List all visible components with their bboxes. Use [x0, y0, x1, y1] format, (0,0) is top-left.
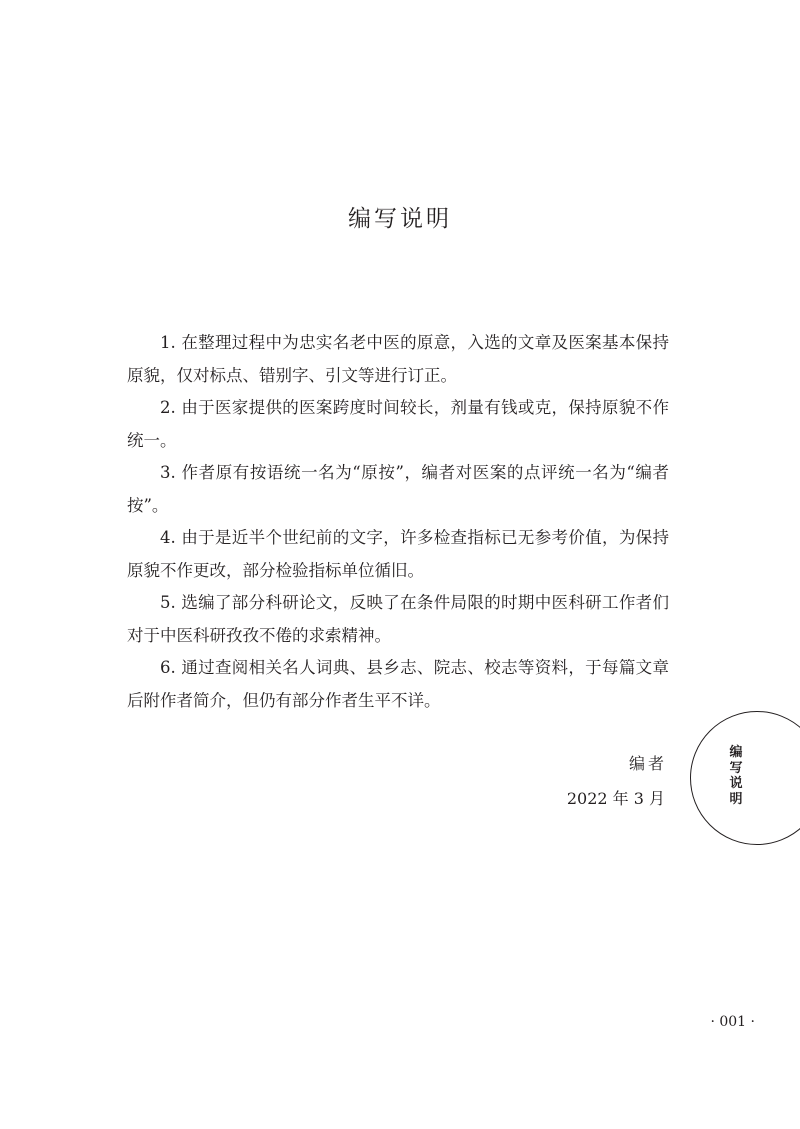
date-line: 2022 年 3 月	[566, 789, 665, 808]
side-tab-label: 编写说明	[729, 745, 743, 807]
paragraph-3: 3. 作者原有按语统一名为“原按”，编者对医案的点评统一名为“编者按”。	[127, 463, 669, 515]
body-text	[127, 327, 669, 717]
page-title: 编写说明	[348, 206, 452, 232]
signature: 编者	[628, 754, 667, 773]
paragraph-2: 2. 由于医家提供的医案跨度时间较长，剂量有钱或克，保持原貌不作统一。	[127, 398, 669, 450]
paragraph-5: 5. 选编了部分科研论文，反映了在条件局限的时期中医科研工作者们对于中医科研孜孜不倦的求索精神。	[127, 593, 669, 645]
paragraph-4: 4. 由于是近半个世纪前的文字，许多检查指标已无参考价值，为保持原貌不作更改，部分检验指标单位循旧。	[127, 528, 669, 580]
side-tab-circle	[690, 711, 800, 845]
paragraph-6: 6. 通过查阅相关名人词典、县乡志、院志、校志等资料，于每篇文章后附作者简介，但仍有部分作者生平不详。	[127, 658, 669, 710]
page-number: · 001 ·	[710, 1014, 755, 1030]
paragraph-1: 1. 在整理过程中为忠实名老中医的原意，入选的文章及医案基本保持原貌，仅对标点、错别字、引文等进行订正。	[127, 333, 669, 385]
